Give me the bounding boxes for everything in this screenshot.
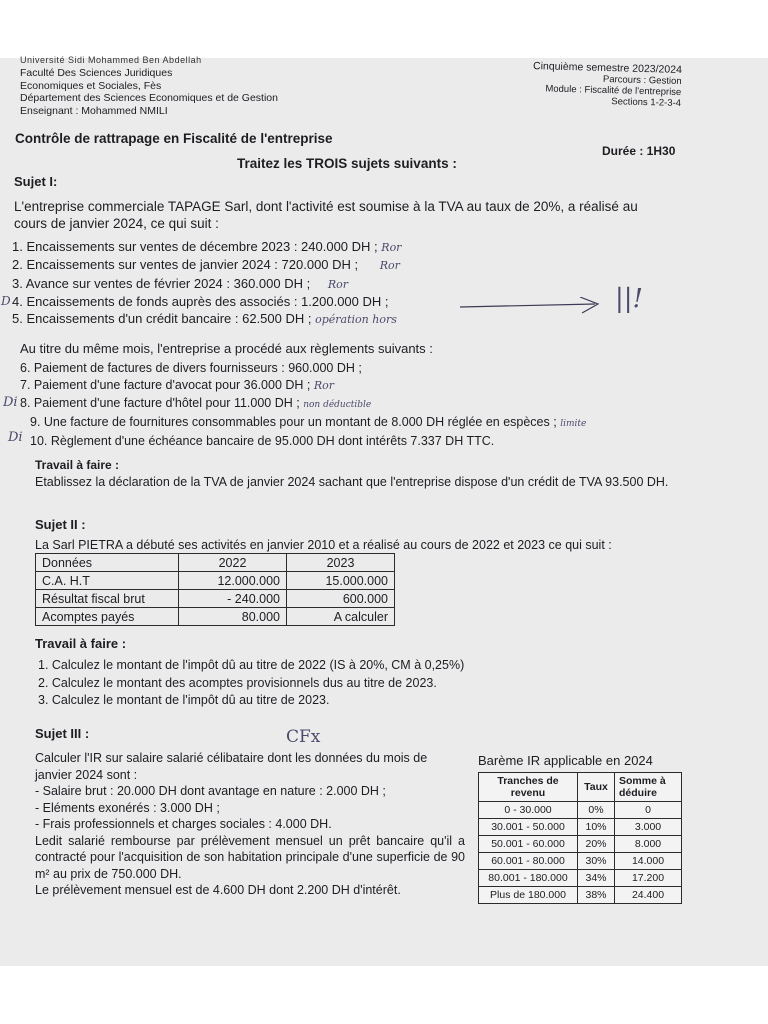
table-cell: 80.001 - 180.000 <box>479 870 578 887</box>
item-text: 8. Paiement d'une facture d'hôtel pour 11.000 DH ; <box>20 395 300 410</box>
table-cell: A calculer <box>287 608 395 626</box>
margin-note-item4: D <box>1 294 11 308</box>
table-header-cell: Taux <box>578 773 615 802</box>
parcours: Parcours : Gestion <box>602 73 682 87</box>
module: Module : Fiscalité de l'entreprise <box>545 83 682 98</box>
item-text: 7. Paiement d'une facture d'avocat pour 36.000 DH ; <box>20 378 311 393</box>
table-cell: 60.001 - 80.000 <box>479 853 578 870</box>
table-cell: Résultat fiscal brut <box>36 590 179 608</box>
list-item: 3. Calculez le montant de l'impôt dû au titre de 2023. <box>38 693 330 707</box>
item-text: 1. Encaissements sur ventes de décembre 2023 : 240.000 DH ; <box>12 239 378 254</box>
list-item <box>20 377 586 394</box>
semester: Cinquième semestre 2023/2024 <box>532 60 683 76</box>
sujet3-text <box>35 750 465 899</box>
handwritten-annotation: CFx <box>286 727 321 747</box>
department-name: Département des Sciences Economiques et de Gestion <box>20 92 278 105</box>
list-item <box>20 395 586 414</box>
handwritten-note: Ror <box>379 259 400 273</box>
sujet1-heading: Sujet I: <box>14 174 58 189</box>
faculty-name: Faculté Des Sciences Juridiques <box>20 66 173 79</box>
list-item <box>20 414 586 433</box>
exam-instruction: Traitez les TROIS sujets suivants : <box>237 156 457 171</box>
list-item: 1. Calculez le montant de l'impôt dû au titre de 2022 (IS à 20%, CM à 0,25%) <box>38 658 465 672</box>
paragraph: - Salaire brut : 20.000 DH dont avantage en nature : 2.000 DH ; <box>35 784 386 798</box>
paragraph: Ledit salarié rembourse par prélèvement mensuel un prêt bancaire qu'il a contracté pour l'acquisition de son habitation principale d'une superficie de 90 m² au prix de 750.000 DH. <box>35 833 465 881</box>
item-text: 3. Avance sur ventes de février 2024 : 360.000 DH ; <box>12 275 311 291</box>
table-cell: 0 - 30.000 <box>479 802 578 819</box>
paragraph: - Frais professionnels et charges sociales : 4.000 DH. <box>35 817 332 831</box>
exam-duration: Durée : 1H30 <box>602 144 676 158</box>
table-cell: 80.000 <box>179 608 287 626</box>
list-item <box>20 433 586 450</box>
table-cell: 50.001 - 60.000 <box>479 836 578 853</box>
sujet1-task: Etablissez la déclaration de la TVA de janvier 2024 sachant que l'entreprise dispose d'un crédit de TVA 93.500 DH. <box>35 475 669 489</box>
sujet2-task-heading: Travail à faire : <box>35 636 127 651</box>
table-row <box>36 608 395 626</box>
faculty-name-2: Economiques et Sociales, Fès <box>20 79 162 92</box>
handwritten-note: non déductible <box>303 399 372 410</box>
margin-note-item8: Di <box>3 395 18 410</box>
item-text: 6. Paiement de factures de divers fournisseurs : 960.000 DH ; <box>20 361 362 375</box>
table-row <box>479 836 682 853</box>
header-institution <box>20 55 278 118</box>
list-item <box>20 360 586 377</box>
table-cell: 15.000.000 <box>287 572 395 590</box>
list-item <box>12 238 401 256</box>
sujet2-intro: La Sarl PIETRA a débuté ses activités en janvier 2010 et a réalisé au cours de 2022 et 2023 ce qui suit : <box>35 538 612 552</box>
list-item: 2. Calculez le montant des acomptes provisionnels dus au titre de 2023. <box>38 675 437 690</box>
table-cell: Plus de 180.000 <box>479 887 578 904</box>
margin-note-item10: Di <box>8 430 23 445</box>
table-cell: 12.000.000 <box>179 572 287 590</box>
sujet1-receipts-list <box>12 238 401 328</box>
table-row <box>479 887 682 904</box>
paragraph: Calculer l'IR sur salaire salarié célibataire dont les données du mois de janvier 2024 sont : <box>35 751 428 782</box>
table-header-row <box>479 773 682 802</box>
sujet3-heading: Sujet III : <box>35 726 90 741</box>
university-name: Université Sidi Mohammed Ben Abdellah <box>20 55 202 65</box>
handwritten-note: limite <box>560 418 587 429</box>
item-text: 5. Encaissements d'un crédit bancaire : 62.500 DH ; <box>12 311 312 327</box>
table-cell: 34% <box>578 870 615 887</box>
table-cell: 14.000 <box>615 853 682 870</box>
table-header-cell: 2023 <box>287 554 395 572</box>
table-cell: 24.400 <box>615 887 682 904</box>
table-cell: 3.000 <box>615 819 682 836</box>
paragraph: Le prélèvement mensuel est de 4.600 DH dont 2.200 DH d'intérêt. <box>35 883 401 897</box>
table-cell: 20% <box>578 836 615 853</box>
sujet2-data-table <box>35 553 395 626</box>
table-row <box>479 870 682 887</box>
table-cell: - 240.000 <box>179 590 287 608</box>
table-header-cell: Somme à déduire <box>615 773 682 802</box>
table-row <box>36 572 395 590</box>
sujet1-intro: L'entreprise commerciale TAPAGE Sarl, dont l'activité est soumise à la TVA au taux de 20%, a réalisé au cours de janvier 2024, ce qui suit : <box>14 199 638 231</box>
handwritten-mark: ||! <box>615 284 643 314</box>
sections: Sections 1-2-3-4 <box>611 96 682 109</box>
list-item <box>12 293 401 310</box>
item-text: 9. Une facture de fournitures consommables pour un montant de 8.000 DH réglée en espèces ; <box>30 414 557 429</box>
table-cell: C.A. H.T <box>36 572 179 590</box>
table-cell: Acomptes payés <box>36 608 179 626</box>
table-cell: 0 <box>615 802 682 819</box>
table-cell: 30% <box>578 853 615 870</box>
table-header-cell: 2022 <box>179 554 287 572</box>
handwritten-note: Ror <box>381 241 402 254</box>
item-text: 10. Règlement d'une échéance bancaire de 95.000 DH dont intérêts 7.337 DH TTC. <box>30 434 495 449</box>
teacher-name: Enseignant : Mohammed NMILI <box>20 105 168 118</box>
list-item <box>12 310 401 328</box>
table-header-cell: Tranches de revenu <box>479 773 578 802</box>
table-cell: 38% <box>578 887 615 904</box>
list-item <box>12 256 401 274</box>
exam-title: Contrôle de rattrapage en Fiscalité de l'entreprise <box>15 131 333 146</box>
sujet2-tasks <box>38 657 464 710</box>
item-text: 2. Encaissements sur ventes de janvier 2024 : 720.000 DH ; <box>12 257 359 273</box>
bareme-ir-table <box>478 772 682 904</box>
handwritten-arrow-icon <box>460 297 680 337</box>
header-course-info <box>499 60 682 109</box>
handwritten-note: opération hors <box>315 313 397 327</box>
handwritten-note: Ror <box>313 379 335 393</box>
table-cell: 8.000 <box>615 836 682 853</box>
sujet1-payments-list <box>20 360 586 450</box>
item-text: 4. Encaissements de fonds auprès des associés : 1.200.000 DH ; <box>12 293 389 309</box>
paragraph: - Eléments exonérés : 3.000 DH ; <box>35 800 220 815</box>
table-cell: 0% <box>578 802 615 819</box>
table-row <box>36 590 395 608</box>
table-header-cell: Données <box>36 554 179 572</box>
table-cell: 17.200 <box>615 870 682 887</box>
table-row <box>479 819 682 836</box>
handwritten-note: Ror <box>327 277 349 291</box>
table-cell: 30.001 - 50.000 <box>479 819 578 836</box>
sujet1-payments-intro: Au titre du même mois, l'entreprise a procédé aux règlements suivants : <box>20 341 433 356</box>
table-cell: 10% <box>578 819 615 836</box>
table-row <box>479 853 682 870</box>
bareme-title: Barème IR applicable en 2024 <box>478 753 653 768</box>
table-header-row <box>36 554 395 572</box>
sujet1-task-heading: Travail à faire : <box>35 458 120 472</box>
list-item <box>12 275 401 293</box>
table-cell: 600.000 <box>287 590 395 608</box>
table-row <box>479 802 682 819</box>
sujet2-heading: Sujet II : <box>35 517 86 532</box>
